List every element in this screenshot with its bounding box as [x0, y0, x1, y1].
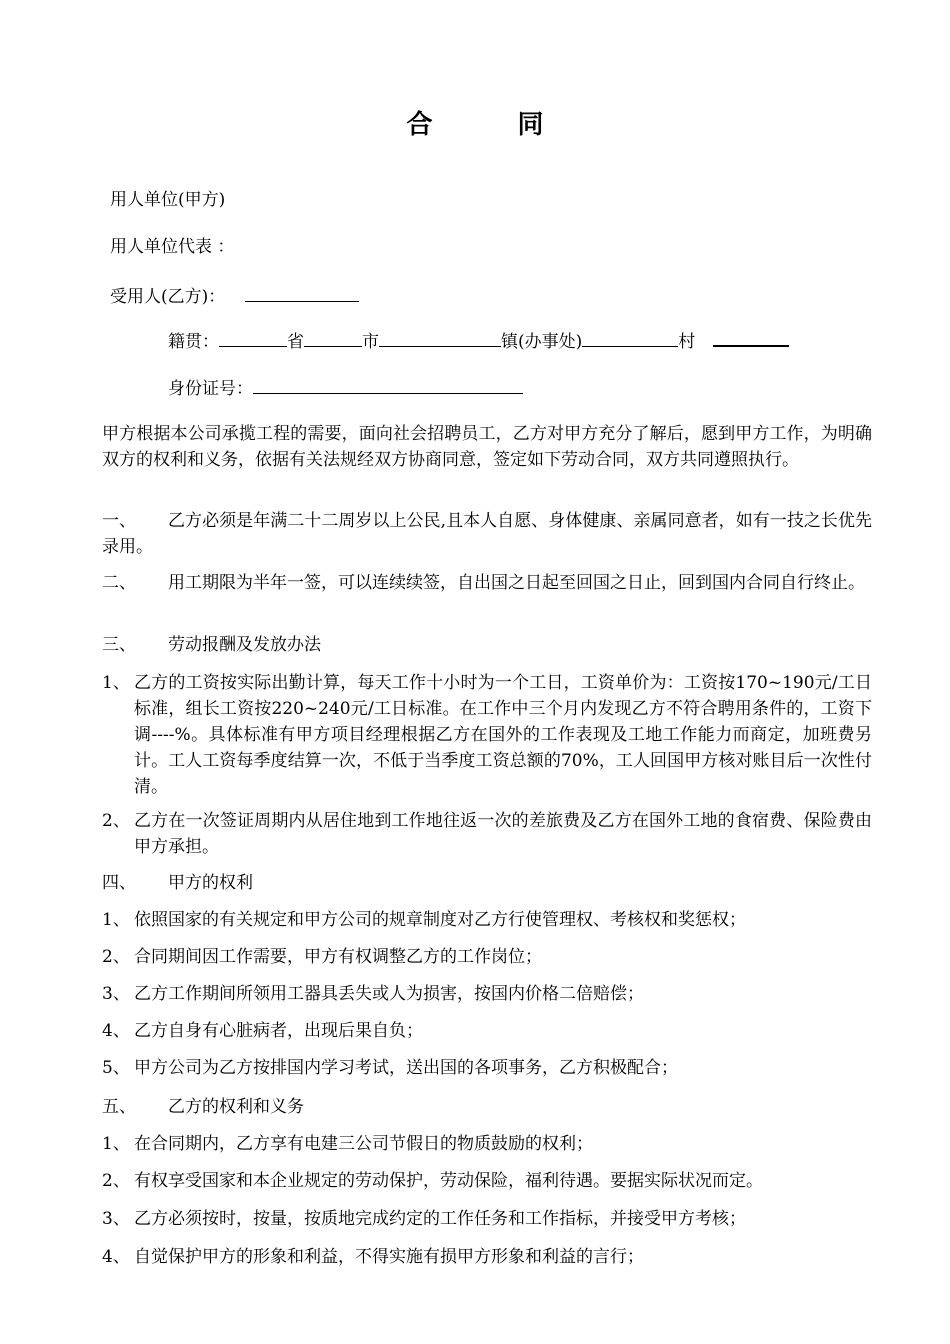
- employer-label: 用人单位(甲方): [110, 190, 226, 210]
- id-label: 身份证号：: [168, 379, 253, 399]
- employee-right-2: [102, 1168, 872, 1194]
- representative-label: 用人单位代表 ：: [110, 237, 235, 257]
- item-number: 4、: [102, 1021, 130, 1041]
- item-number: 5、: [102, 1058, 130, 1078]
- item-text: 乙方自身有心脏病者，出现后果自负；: [134, 1021, 423, 1041]
- section-number: 五、: [102, 1097, 136, 1117]
- province-label: 省: [287, 332, 304, 352]
- page-title: 合 同: [406, 110, 582, 140]
- item-text: 乙方在一次签证周期内从居住地到工作地往返一次的差旅费及乙方在国外工地的食宿费、保险费由甲方承担。: [134, 811, 872, 857]
- employee-right-1: [102, 1131, 872, 1157]
- employee-right-4: [102, 1244, 872, 1270]
- section-number: 四、: [102, 873, 136, 893]
- employee-field: [110, 284, 359, 309]
- province-blank: [219, 329, 287, 347]
- representative-field: [110, 235, 234, 259]
- village-blank: [582, 329, 678, 347]
- item-number: 3、: [102, 1209, 130, 1229]
- item-number: 1、: [102, 673, 130, 693]
- village-label: 村: [678, 332, 696, 352]
- item-text: 乙方必须按时，按量，按质地完成约定的工作任务和工作指标，并接受甲方考核；: [134, 1209, 746, 1229]
- section-text: 用工期限为半年一签，可以连续续签，自出国之日起至回国之日止，回到国内合同自行终止。: [168, 573, 865, 593]
- section-1: [102, 508, 872, 560]
- pay-item-1: [102, 670, 872, 800]
- item-text: 在合同期内，乙方享有电建三公司节假日的物质鼓励的权利；: [134, 1134, 593, 1154]
- employee-label: 受用人(乙方)：: [110, 287, 226, 307]
- item-number: 2、: [102, 947, 130, 967]
- section-number: 一、: [102, 511, 136, 531]
- employee-right-3: [102, 1206, 872, 1232]
- section-number: 二、: [102, 573, 136, 593]
- item-number: 1、: [102, 910, 130, 930]
- item-text: 乙方工作期间所领用工器具丢失或人为损害，按国内价格二倍赔偿；: [134, 984, 644, 1004]
- item-text: 自觉保护甲方的形象和利益，不得实施有损甲方形象和利益的言行；: [134, 1247, 644, 1267]
- item-text: 合同期间因工作需要，甲方有权调整乙方的工作岗位；: [134, 947, 542, 967]
- employee-blank: [245, 284, 359, 302]
- section-heading: 劳动报酬及发放办法: [168, 635, 321, 655]
- section-4: [102, 871, 253, 895]
- item-number: 1、: [102, 1134, 130, 1154]
- village-extra-blank: [713, 328, 789, 347]
- item-number: 3、: [102, 984, 130, 1004]
- section-heading: 乙方的权利和义务: [168, 1097, 304, 1117]
- item-number: 4、: [102, 1247, 130, 1267]
- section-5: [102, 1095, 304, 1119]
- id-field: [168, 376, 523, 401]
- item-text: 甲方公司为乙方按排国内学习考试，送出国的各项事务，乙方积极配合；: [134, 1058, 678, 1078]
- employer-right-1: [102, 907, 872, 933]
- city-label: 市: [362, 332, 379, 352]
- item-text: 有权享受国家和本企业规定的劳动保护，劳动保险，福利待遇。要据实际状况而定。: [134, 1171, 763, 1191]
- id-blank: [253, 376, 523, 394]
- town-label: 镇(办事处): [501, 332, 583, 352]
- item-text: 依照国家的有关规定和甲方公司的规章制度对乙方行使管理权、考核权和奖惩权；: [134, 910, 746, 930]
- employer-right-4: [102, 1018, 872, 1044]
- item-number: 2、: [102, 811, 130, 831]
- section-text: 乙方必须是年满二十二周岁以上公民,且本人自愿、身体健康、亲属同意者，如有一技之长优先录用。: [102, 511, 872, 557]
- employer-field: [110, 188, 225, 212]
- employer-right-5: [102, 1055, 872, 1081]
- origin-field: [168, 328, 789, 354]
- origin-label: 籍贯：: [168, 332, 219, 352]
- section-2: [102, 570, 872, 596]
- section-heading: 甲方的权利: [168, 873, 253, 893]
- item-text: 乙方的工资按实际出勤计算，每天工作十小时为一个工日，工资单价为：工资按170~190元/工日标准，组长工资按220~240元/工日标准。在工作中三个月内发现乙方不符合聘用条件的，工资下调----%。具体标准有甲方项目经理根据乙方在国外的工作表现及工地工作能力而商定，加班费另计。工人工资每季度结算一次，不低于当季度工资总额的70%，工人回国甲方核对账目后一次性付清。: [134, 673, 872, 797]
- town-blank: [379, 329, 501, 347]
- item-number: 2、: [102, 1171, 130, 1191]
- city-blank: [304, 329, 362, 347]
- intro-paragraph: 甲方根据本公司承揽工程的需要，面向社会招聘员工，乙方对甲方充分了解后，愿到甲方工作，为明确双方的权利和义务，依据有关法规经双方协商同意，签定如下劳动合同，双方共同遵照执行。: [102, 424, 872, 470]
- employer-right-3: [102, 981, 872, 1007]
- section-3: [102, 633, 321, 657]
- employer-right-2: [102, 944, 872, 970]
- pay-item-2: [102, 808, 872, 860]
- section-number: 三、: [102, 635, 136, 655]
